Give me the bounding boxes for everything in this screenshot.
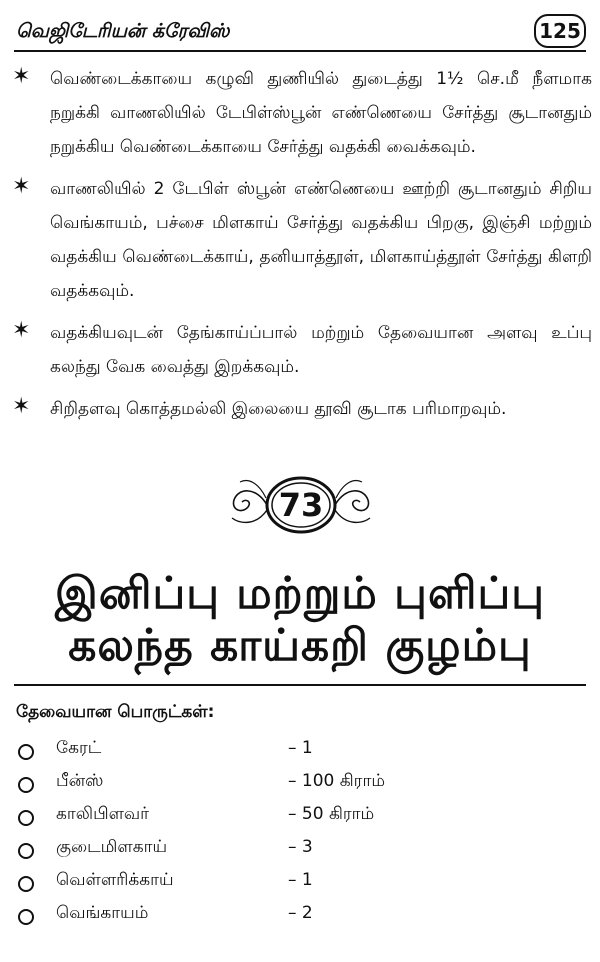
ingredient-name: குடைமிளகாய் (56, 837, 168, 857)
method-step (12, 62, 592, 164)
ingredient-name: வெள்ளரிக்காய் (56, 870, 174, 890)
step-text: வாணலியில் 2 டேபிள் ஸ்பூன் எண்ணெயை ஊற்றி சூடானதும் சிறிய வெங்காயம், பச்சை மிளகாய் சேர்த்து வதக்கிய பிறகு, இஞ்சி மற்றும் வதக்கிய வெண்டைக்காய், தனியாத்தூள், மிளகாய்த்தூள் சேர்த்து கிளறி வதக்கவும். (50, 179, 592, 301)
circle-bullet-icon (18, 876, 34, 892)
recipe-number: 73 (278, 486, 324, 524)
ingredient-name: காலிபிளவர் (56, 804, 150, 824)
list-item (16, 802, 586, 835)
step-text: வெண்டைக்காயை கழுவி துணியில் துடைத்து 1½ செ.மீ நீளமாக நறுக்கி வாணலியில் டேபிள்ஸ்பூன் எண்ணெயை சேர்த்து சூடானதும் நறுக்கிய வெண்டைக்காயை சேர்த்து வதக்கி வைக்கவும். (50, 69, 592, 157)
circle-bullet-icon (18, 843, 34, 859)
circle-bullet-icon (18, 744, 34, 760)
list-item (16, 868, 586, 901)
method-step (12, 316, 592, 384)
star-bullet-icon: ✶ (12, 318, 31, 343)
method-steps (12, 62, 592, 434)
step-text: சிறிதளவு கொத்தமல்லி இலையை தூவி சூடாக பரிமாறவும். (50, 399, 507, 419)
page-number: 125 (534, 14, 586, 48)
list-item (16, 736, 586, 769)
list-item (16, 901, 586, 934)
ingredients-heading: தேவையான பொருட்கள்: (16, 702, 215, 722)
circle-bullet-icon (18, 777, 34, 793)
ingredient-quantity: – 100 கிராம் (288, 771, 386, 791)
title-divider (14, 684, 586, 686)
circle-bullet-icon (18, 810, 34, 826)
ingredient-quantity: – 1 (288, 738, 313, 758)
star-bullet-icon: ✶ (12, 174, 31, 199)
ingredient-name: வெங்காயம் (56, 903, 149, 923)
recipe-number-badge (226, 474, 376, 536)
page-header (14, 14, 586, 50)
list-item (16, 769, 586, 802)
star-bullet-icon: ✶ (12, 394, 31, 419)
ingredient-quantity: – 3 (288, 837, 313, 857)
header-divider (14, 50, 586, 52)
list-item (16, 835, 586, 868)
star-bullet-icon: ✶ (12, 64, 31, 89)
running-header-title: வெஜிடேரியன் க்ரேவிஸ் (16, 20, 230, 42)
method-step (12, 392, 592, 426)
ingredient-quantity: – 50 கிராம் (288, 804, 375, 824)
ingredient-quantity: – 2 (288, 903, 313, 923)
ingredient-name: கேரட் (56, 738, 102, 758)
ingredient-name: பீன்ஸ் (56, 771, 104, 791)
step-text: வதக்கியவுடன் தேங்காய்ப்பால் மற்றும் தேவையான அளவு உப்பு கலந்து வேக வைத்து இறக்கவும். (50, 323, 592, 377)
recipe-title-line-2: கலந்த காய்கறி குழம்பு (68, 620, 532, 671)
circle-bullet-icon (18, 909, 34, 925)
ingredient-quantity: – 1 (288, 870, 313, 890)
method-step (12, 172, 592, 308)
ingredients-list (16, 736, 586, 934)
recipe-title-line-1: இனிப்பு மற்றும் புளிப்பு (55, 568, 545, 619)
